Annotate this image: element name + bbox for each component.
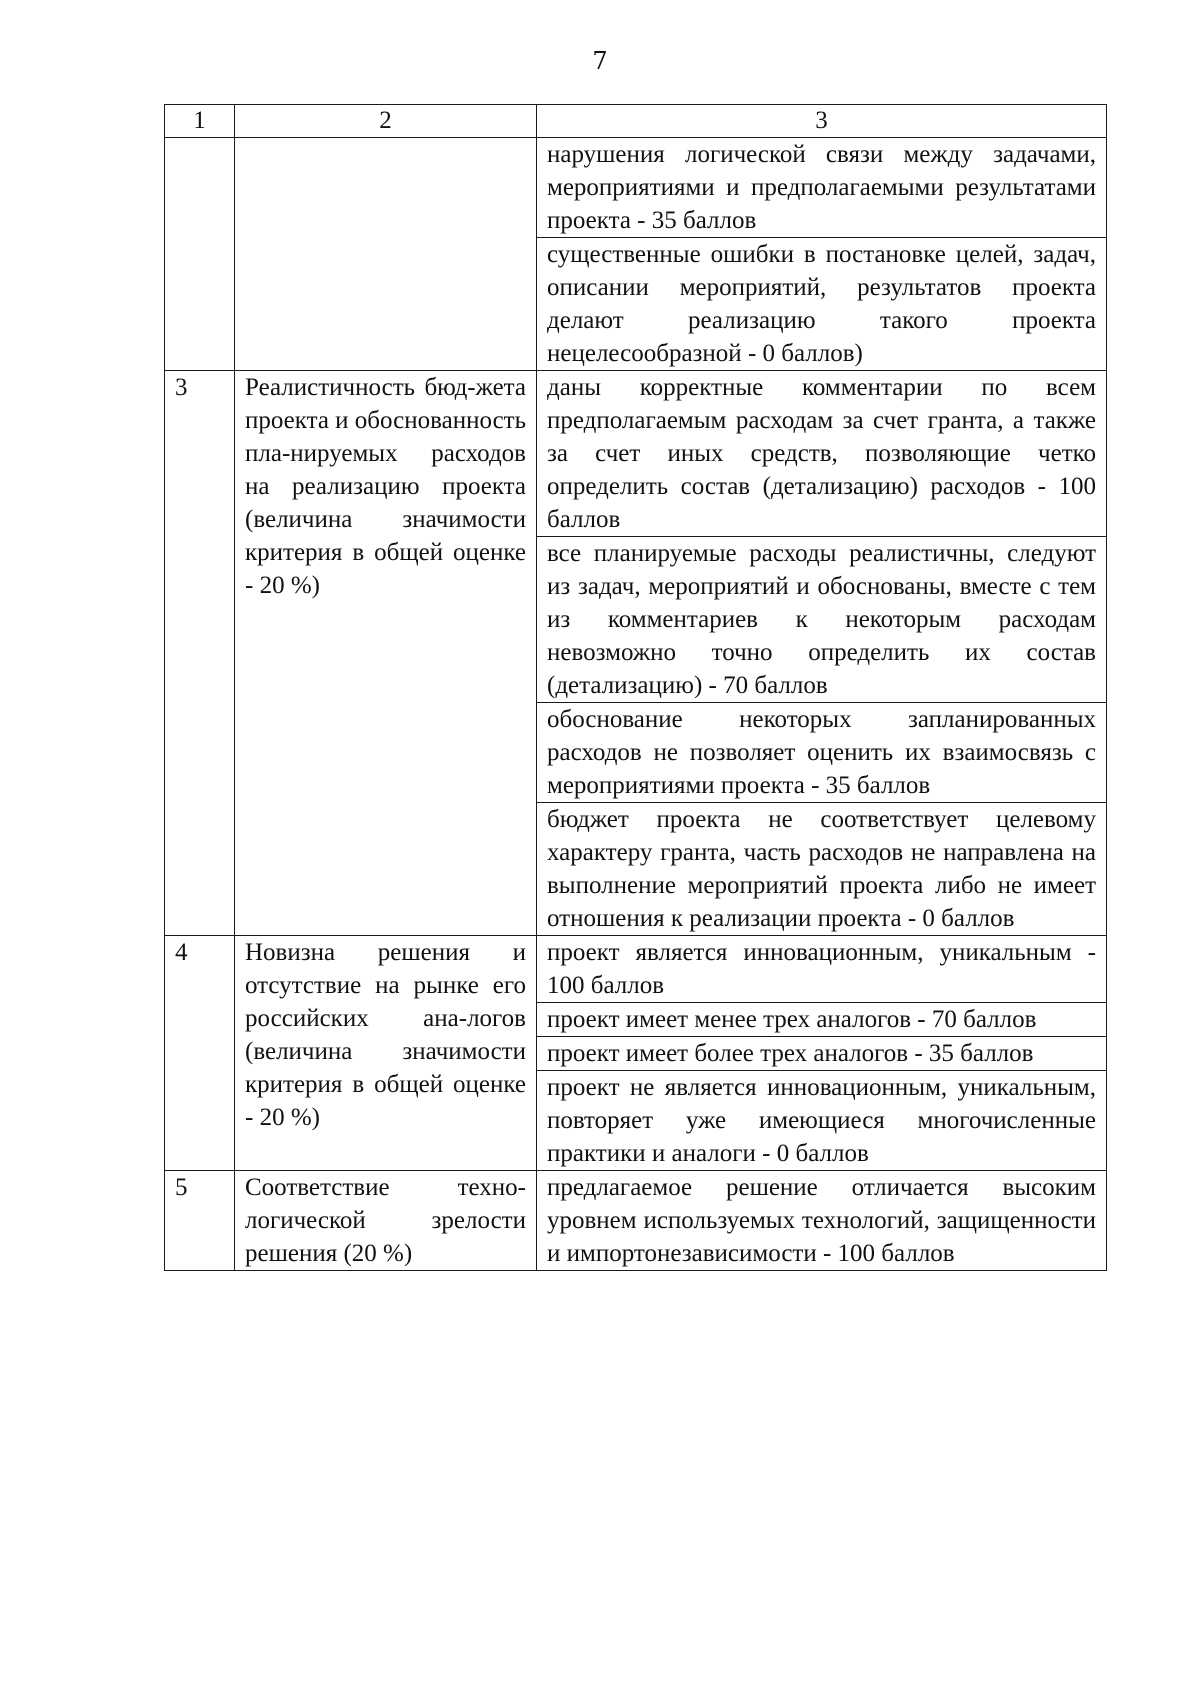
score-description: нарушения логической связи между задачами, мероприятиями и предполагаемыми результатами проекта - 35 баллов: [537, 138, 1107, 238]
score-description: существенные ошибки в постановке целей, задач, описании мероприятий, результатов проекта делают реализацию такого проекта нецелесообразной - 0 баллов): [537, 238, 1107, 371]
criterion-description: [235, 138, 537, 371]
score-description: даны корректные комментарии по всем предполагаемым расходам за счет гранта, а также за счет иных средств, позволяющие четко определить состав (детализацию) расходов - 100 баллов: [537, 371, 1107, 537]
criterion-number: 4: [165, 936, 235, 1171]
table-row: [165, 1171, 1107, 1271]
header-col-1: 1: [165, 105, 235, 138]
score-description: бюджет проекта не соответствует целевому характеру гранта, часть расходов не направлена на выполнение мероприятий проекта либо не имеет отношения к реализации проекта - 0 баллов: [537, 803, 1107, 936]
score-description: проект имеет менее трех аналогов - 70 баллов: [537, 1003, 1107, 1037]
table-row: [165, 371, 1107, 537]
criteria-table: [164, 104, 1107, 1271]
score-description: все планируемые расходы реалистичны, следуют из задач, мероприятий и обоснованы, вместе с тем из комментариев к некоторым расходам невозможно точно определить их состав (детализацию) - 70 баллов: [537, 537, 1107, 703]
score-description: проект не является инновационным, уникальным, повторяет уже имеющиеся многочисленные практики и аналоги - 0 баллов: [537, 1071, 1107, 1171]
score-description: проект имеет более трех аналогов - 35 баллов: [537, 1037, 1107, 1071]
score-description: обоснование некоторых запланированных расходов не позволяет оценить их взаимосвязь с мероприятиями проекта - 35 баллов: [537, 703, 1107, 803]
table-header-row: [165, 105, 1107, 138]
table-row: [165, 138, 1107, 238]
page-number: 7: [592, 47, 608, 75]
criterion-number: [165, 138, 235, 371]
criterion-number: 3: [165, 371, 235, 936]
table-row: [165, 936, 1107, 1003]
criterion-description: Новизна решения и отсутствие на рынке его российских ана-логов (величина значимости критерия в общей оценке - 20 %): [235, 936, 537, 1171]
criterion-description: Реалистичность бюд-жета проекта и обоснованность пла-нируемых расходов на реализацию проекта (величина значимости критерия в общей оценке - 20 %): [235, 371, 537, 936]
criterion-description: Соответствие техно-логической зрелости решения (20 %): [235, 1171, 537, 1271]
score-description: проект является инновационным, уникальным - 100 баллов: [537, 936, 1107, 1003]
score-description: предлагаемое решение отличается высоким уровнем используемых технологий, защищенности и импортонезависимости - 100 баллов: [537, 1171, 1107, 1271]
header-col-2: 2: [235, 105, 537, 138]
table-body: [165, 138, 1107, 1271]
header-col-3: 3: [537, 105, 1107, 138]
criterion-number: 5: [165, 1171, 235, 1271]
